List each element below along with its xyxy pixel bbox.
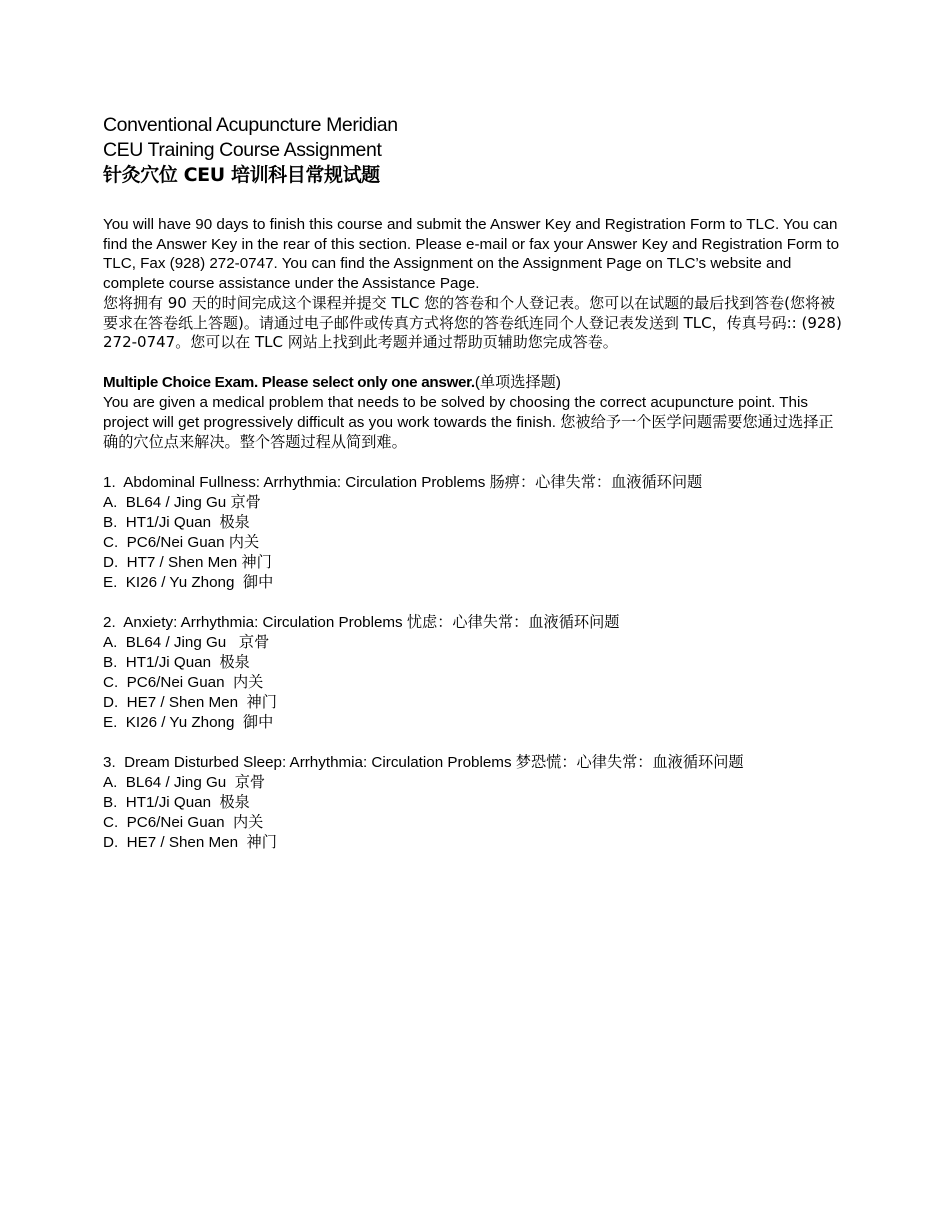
- intro-paragraph: [103, 215, 848, 353]
- answer-option-d: D. HE7 / Shen Men 神门: [103, 833, 277, 851]
- title-line-1: Conventional Acupuncture Meridian: [103, 114, 398, 136]
- question-prompt: 2. Anxiety: Arrhythmia: Circulation Problems 忧虑：心律失常：血液循环问题: [103, 613, 620, 631]
- answer-option-b: B. HT1/Ji Quan 极泉: [103, 653, 250, 671]
- answer-option-d: D. HE7 / Shen Men 神门: [103, 693, 277, 711]
- question-prompt: 1. Abdominal Fullness: Arrhythmia: Circulation Problems 肠痹：心律失常：血液循环问题: [103, 473, 703, 491]
- answer-option-e: E. KI26 / Yu Zhong 御中: [103, 573, 274, 591]
- answer-option-e: E. KI26 / Yu Zhong 御中: [103, 713, 274, 731]
- answer-option-b: B. HT1/Ji Quan 极泉: [103, 793, 250, 811]
- document-page: [103, 113, 848, 853]
- question-prompt: 3. Dream Disturbed Sleep: Arrhythmia: Circulation Problems 梦恐慌：心律失常：血液循环问题: [103, 753, 744, 771]
- exam-heading: [103, 373, 848, 393]
- title-line-chinese: 针灸穴位 CEU 培训科目常规试题: [103, 164, 380, 186]
- intro-english: You will have 90 days to finish this course and submit the Answer Key and Registration Form to TLC. You can find the Answer Key in the rear of this section. Please e-mail or fax your Answer Key and Registration Form to TLC, Fax (928) 272-0747. You can find the Assignment on the Assignment Page on TLC’s website and complete course assistance under the Assistance Page.: [103, 216, 840, 293]
- answer-option-c: C. PC6/Nei Guan 内关: [103, 533, 260, 551]
- answer-option-d: D. HT7 / Shen Men 神门: [103, 553, 272, 571]
- exam-description: You are given a medical problem that needs to be solved by choosing the correct acupuncture point. This project will get progressively difficult as you work towards the finish. 您被给予一个医学问题需要您通过选择正确的穴位点来解决。整个答题过程从简到难。: [103, 393, 834, 451]
- question-2: [103, 613, 848, 733]
- exam-heading-chinese: (单项选择题): [474, 373, 561, 391]
- intro-chinese: 您将拥有 90 天的时间完成这个课程并提交 TLC 您的答卷和个人登记表。您可以在试题的最后找到答卷(您将被要求在答卷纸上答题)。请通过电子邮件或传真方式将您的答卷纸连同个人登记表发送到 TLC，传真号码:: (928) 272-0747。您可以在 TLC 网站上找到此考题并通过帮助页辅助您完成答卷。: [103, 293, 842, 352]
- title-line-2: CEU Training Course Assignment: [103, 139, 382, 161]
- answer-option-c: C. PC6/Nei Guan 内关: [103, 673, 264, 691]
- document-title: [103, 113, 848, 188]
- answer-option-b: B. HT1/Ji Quan 极泉: [103, 513, 250, 531]
- question-3: [103, 753, 848, 853]
- answer-option-a: A. BL64 / Jing Gu 京骨: [103, 493, 261, 511]
- answer-option-c: C. PC6/Nei Guan 内关: [103, 813, 264, 831]
- question-1: [103, 473, 848, 593]
- answer-option-a: A. BL64 / Jing Gu 京骨: [103, 773, 266, 791]
- answer-option-a: A. BL64 / Jing Gu 京骨: [103, 633, 270, 651]
- exam-heading-bold: Multiple Choice Exam. Please select only one answer.: [103, 373, 475, 391]
